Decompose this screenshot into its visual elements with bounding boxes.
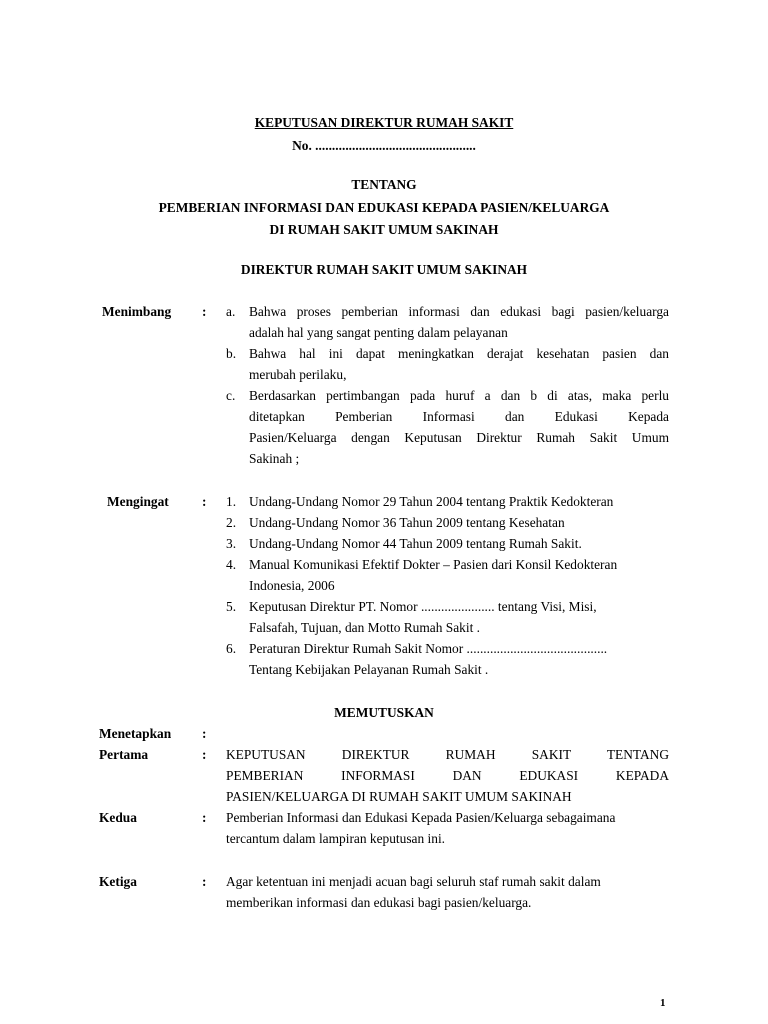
menetapkan-label: Menetapkan [99,726,172,741]
director-heading: DIREKTUR RUMAH SAKIT UMUM SAKINAH [240,262,528,277]
menimbang-b-line-2: merubah perilaku, [249,367,347,382]
mengingat-5-line-1: Keputusan Direktur PT. Nomor ...................... tentang Visi, Misi, [249,599,597,614]
kedua-line-2: tercantum dalam lampiran keputusan ini. [226,831,446,846]
mengingat-2-line-1: Undang-Undang Nomor 36 Tahun 2009 tentang Kesehatan [249,515,565,530]
menimbang-b-line-1: Bahwa hal ini dapat meningkatkan derajat kesehatan pasien dan [249,346,669,361]
pertama-label: Pertama [99,747,149,762]
mengingat-label: Mengingat [107,494,169,509]
menimbang-c-line-3: Pasien/Keluarga dengan Keputusan Direktur Rumah Sakit Umum [249,430,669,445]
page-number: 1 [660,997,666,1009]
kedua-colon: : [202,810,207,825]
document-title: KEPUTUSAN DIREKTUR RUMAH SAKIT [254,115,514,130]
mengingat-4-line-1: Manual Komunikasi Efektif Dokter – Pasien dari Konsil Kedokteran [249,557,618,572]
ketiga-line-2: memberikan informasi dan edukasi bagi pasien/keluarga. [226,895,532,910]
document-number: No. ................................................ [292,138,476,153]
subject-line-2: DI RUMAH SAKIT UMUM SAKINAH [269,222,499,237]
menimbang-a-line-2: adalah hal yang sangat penting dalam pelayanan [249,325,508,340]
pertama-colon: : [202,747,207,762]
ketiga-colon: : [202,874,207,889]
menimbang-c-line-1: Berdasarkan pertimbangan pada huruf a dan b di atas, maka perlu [249,388,669,403]
ketiga-label: Ketiga [99,874,137,889]
menimbang-c-line-2: ditetapkan Pemberian Informasi dan Edukasi Kepada [249,409,669,424]
mengingat-colon: : [202,494,207,509]
kedua-line-1: Pemberian Informasi dan Edukasi Kepada Pasien/Keluarga sebagaimana [226,810,616,825]
pertama-line-3: PASIEN/KELUARGA DI RUMAH SAKIT UMUM SAKINAH [226,789,572,804]
mengingat-marker-5: 5. [226,599,237,614]
mengingat-6-line-1: Peraturan Direktur Rumah Sakit Nomor .......................................... [249,641,608,656]
menimbang-c-line-4: Sakinah ; [249,451,300,466]
about-heading: TENTANG [351,177,417,192]
pertama-line-1: KEPUTUSAN DIREKTUR RUMAH SAKIT TENTANG [226,747,669,762]
pertama-line-2: PEMBERIAN INFORMASI DAN EDUKASI KEPADA [226,768,669,783]
menetapkan-colon: : [202,726,207,741]
mengingat-marker-3: 3. [226,536,237,551]
menimbang-label: Menimbang [102,304,172,319]
ketiga-line-1: Agar ketentuan ini menjadi acuan bagi seluruh staf rumah sakit dalam [226,874,601,889]
mengingat-marker-1: 1. [226,494,237,509]
menimbang-colon: : [202,304,207,319]
menimbang-marker-c: c. [226,388,236,403]
mengingat-marker-2: 2. [226,515,237,530]
mengingat-marker-6: 6. [226,641,237,656]
mengingat-marker-4: 4. [226,557,237,572]
memutuskan-heading: MEMUTUSKAN [334,705,434,720]
mengingat-1-line-1: Undang-Undang Nomor 29 Tahun 2004 tentang Praktik Kedokteran [249,494,614,509]
mengingat-6-line-2: Tentang Kebijakan Pelayanan Rumah Sakit . [249,662,489,677]
subject-line-1: PEMBERIAN INFORMASI DAN EDUKASI KEPADA PASIEN/KELUARGA [158,200,610,215]
menimbang-marker-a: a. [226,304,236,319]
menimbang-a-line-1: Bahwa proses pemberian informasi dan edukasi bagi pasien/keluarga [249,304,669,319]
mengingat-4-line-2: Indonesia, 2006 [249,578,335,593]
kedua-label: Kedua [99,810,137,825]
menimbang-marker-b: b. [226,346,237,361]
mengingat-5-line-2: Falsafah, Tujuan, dan Motto Rumah Sakit . [249,620,480,635]
mengingat-3-line-1: Undang-Undang Nomor 44 Tahun 2009 tentang Rumah Sakit. [249,536,582,551]
